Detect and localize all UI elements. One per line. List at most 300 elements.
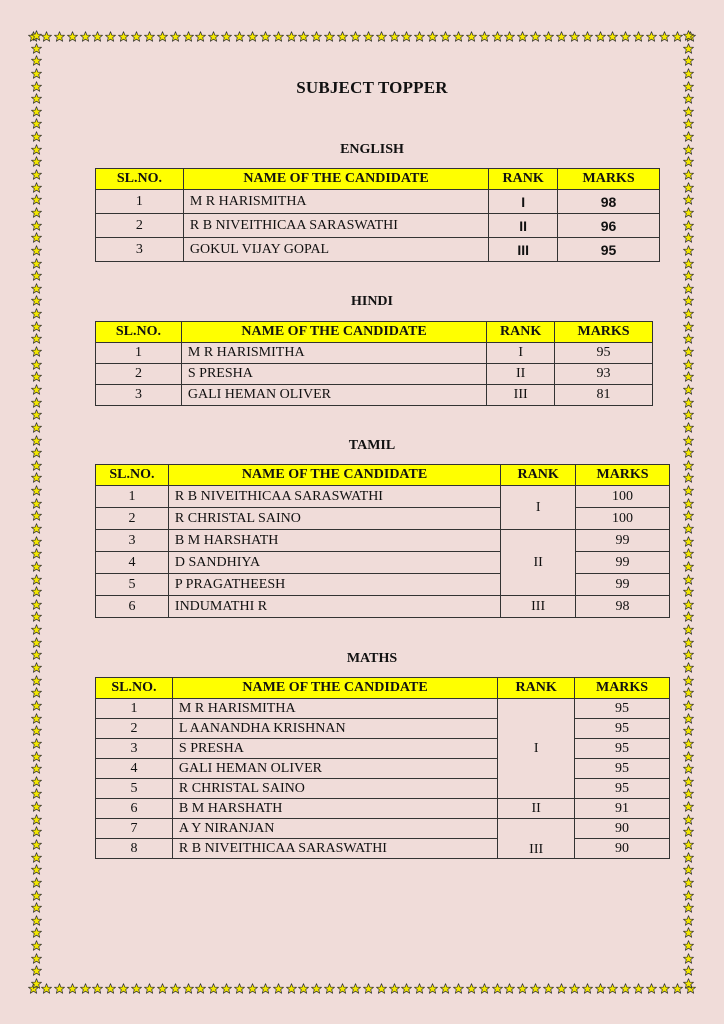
star-icon	[350, 31, 361, 42]
name-cell: S PRESHA	[181, 364, 486, 385]
star-icon	[31, 359, 42, 370]
star-icon	[479, 983, 490, 994]
col-header-marks: MARKS	[575, 678, 670, 699]
sl-cell: 4	[96, 552, 169, 574]
star-border-right	[681, 30, 695, 990]
star-icon	[31, 245, 42, 256]
star-icon	[247, 31, 258, 42]
name-cell: GALI HEMAN OLIVER	[181, 385, 486, 406]
sl-cell: 2	[96, 214, 184, 238]
star-icon	[683, 839, 694, 850]
col-header-marks: MARKS	[576, 465, 670, 486]
marks-cell: 95	[575, 719, 670, 739]
star-icon	[31, 409, 42, 420]
marks-cell: 100	[576, 486, 670, 508]
star-icon	[31, 927, 42, 938]
marks-cell: 95	[575, 759, 670, 779]
star-icon	[633, 31, 644, 42]
name-cell: INDUMATHI R	[168, 596, 500, 618]
star-icon	[607, 31, 618, 42]
star-icon	[453, 983, 464, 994]
star-icon	[31, 877, 42, 888]
star-icon	[105, 31, 116, 42]
marks-cell: 96	[558, 214, 660, 238]
star-icon	[31, 422, 42, 433]
star-icon	[298, 983, 309, 994]
rank-cell: III	[487, 385, 555, 406]
marks-cell: 98	[576, 596, 670, 618]
star-icon	[105, 983, 116, 994]
star-icon	[683, 321, 694, 332]
star-icon	[683, 965, 694, 976]
col-header-slno: SL.NO.	[96, 169, 184, 190]
star-icon	[683, 574, 694, 585]
star-icon	[31, 915, 42, 926]
star-icon	[221, 983, 232, 994]
table-row	[96, 574, 670, 596]
star-icon	[569, 983, 580, 994]
star-icon	[118, 31, 129, 42]
table-row	[96, 343, 653, 364]
star-icon	[324, 31, 335, 42]
table-row	[96, 779, 670, 799]
table-row	[96, 190, 660, 214]
star-icon	[31, 106, 42, 117]
star-icon	[683, 397, 694, 408]
name-cell: R CHRISTAL SAINO	[168, 508, 500, 530]
star-icon	[92, 983, 103, 994]
subject-heading-hindi: HINDI	[350, 294, 393, 309]
rank-cell: III	[501, 596, 576, 618]
star-icon	[67, 31, 78, 42]
star-icon	[683, 346, 694, 357]
table-row	[96, 699, 670, 719]
table-row	[96, 739, 670, 759]
table-row	[96, 238, 660, 262]
table-row	[96, 799, 670, 819]
rank-cell: II	[487, 364, 555, 385]
star-icon	[401, 983, 412, 994]
star-icon	[683, 788, 694, 799]
table-row	[96, 214, 660, 238]
col-header-marks: MARKS	[555, 322, 653, 343]
marks-cell: 99	[576, 574, 670, 596]
name-cell: A Y NIRANJAN	[172, 819, 497, 839]
star-icon	[31, 599, 42, 610]
star-icon	[683, 738, 694, 749]
marks-cell: 95	[558, 238, 660, 262]
star-icon	[683, 460, 694, 471]
star-icon	[31, 788, 42, 799]
star-icon	[683, 485, 694, 496]
col-header-rank: RANK	[501, 465, 576, 486]
star-icon	[683, 637, 694, 648]
star-icon	[683, 877, 694, 888]
star-icon	[683, 978, 694, 989]
marks-cell: 95	[575, 739, 670, 759]
star-icon	[620, 983, 631, 994]
star-icon	[234, 983, 245, 994]
marks-cell: 90	[575, 839, 670, 859]
star-icon	[31, 611, 42, 622]
table-row	[96, 364, 653, 385]
star-icon	[683, 826, 694, 837]
star-icon	[170, 31, 181, 42]
star-icon	[31, 384, 42, 395]
star-icon	[31, 498, 42, 509]
star-icon	[453, 31, 464, 42]
star-icon	[376, 31, 387, 42]
star-icon	[31, 763, 42, 774]
star-icon	[683, 422, 694, 433]
marks-cell: 95	[575, 699, 670, 719]
star-icon	[324, 983, 335, 994]
star-icon	[683, 776, 694, 787]
marks-cell: 99	[576, 552, 670, 574]
col-header-rank: RANK	[498, 678, 575, 699]
star-icon	[414, 31, 425, 42]
star-border-left	[29, 30, 43, 990]
marks-cell: 81	[555, 385, 653, 406]
subject-heading-tamil: TAMIL	[348, 438, 396, 453]
star-icon	[31, 953, 42, 964]
star-icon	[350, 983, 361, 994]
sl-cell: 4	[96, 759, 173, 779]
sl-cell: 1	[96, 343, 182, 364]
star-icon	[31, 270, 42, 281]
name-cell: D SANDHIYA	[168, 552, 500, 574]
star-icon	[659, 983, 670, 994]
star-icon	[646, 31, 657, 42]
star-icon	[543, 31, 554, 42]
star-icon	[683, 561, 694, 572]
subject-heading-english: ENGLISH	[340, 142, 404, 157]
star-icon	[530, 31, 541, 42]
star-icon	[195, 31, 206, 42]
star-icon	[683, 384, 694, 395]
star-icon	[683, 953, 694, 964]
sl-cell: 3	[96, 385, 182, 406]
name-cell: R B NIVEITHICAA SARASWATHI	[172, 839, 497, 859]
rank-cell: II	[489, 214, 558, 238]
star-icon	[683, 915, 694, 926]
star-icon	[31, 333, 42, 344]
star-icon	[683, 725, 694, 736]
star-icon	[683, 43, 694, 54]
star-icon	[221, 31, 232, 42]
sl-cell: 2	[96, 364, 182, 385]
star-icon	[31, 258, 42, 269]
star-icon	[683, 194, 694, 205]
star-icon	[286, 983, 297, 994]
star-icon	[492, 983, 503, 994]
star-icon	[31, 586, 42, 597]
star-icon	[31, 169, 42, 180]
col-header-name: NAME OF THE CANDIDATE	[181, 322, 486, 343]
sl-cell: 7	[96, 819, 173, 839]
col-header-slno: SL.NO.	[96, 322, 182, 343]
star-icon	[543, 983, 554, 994]
star-icon	[683, 902, 694, 913]
star-icon	[607, 983, 618, 994]
name-cell: P PRAGATHEESH	[168, 574, 500, 596]
sl-cell: 6	[96, 596, 169, 618]
rank-cell: I	[487, 343, 555, 364]
table-row	[96, 819, 670, 839]
star-icon	[118, 983, 129, 994]
star-icon	[683, 220, 694, 231]
star-icon	[683, 624, 694, 635]
star-icon	[683, 801, 694, 812]
star-icon	[683, 687, 694, 698]
star-icon	[466, 983, 477, 994]
rank-cell: I	[501, 486, 576, 530]
star-icon	[31, 940, 42, 951]
sl-cell: 2	[96, 508, 169, 530]
star-icon	[31, 321, 42, 332]
star-icon	[683, 207, 694, 218]
star-icon	[311, 31, 322, 42]
star-icon	[31, 548, 42, 559]
star-icon	[363, 31, 374, 42]
star-icon	[31, 30, 42, 41]
star-icon	[683, 536, 694, 547]
star-icon	[31, 194, 42, 205]
star-icon	[517, 31, 528, 42]
sl-cell: 2	[96, 719, 173, 739]
star-icon	[144, 31, 155, 42]
star-icon	[31, 978, 42, 989]
subject-heading-maths: MATHS	[346, 651, 398, 666]
star-icon	[556, 31, 567, 42]
star-icon	[683, 333, 694, 344]
star-icon	[31, 637, 42, 648]
star-icon	[260, 31, 271, 42]
star-icon	[54, 31, 65, 42]
rank-cell: I	[498, 699, 575, 799]
star-icon	[31, 510, 42, 521]
star-icon	[683, 751, 694, 762]
name-cell: GALI HEMAN OLIVER	[172, 759, 497, 779]
sl-cell: 3	[96, 739, 173, 759]
name-cell: R B NIVEITHICAA SARASWATHI	[168, 486, 500, 508]
star-icon	[31, 561, 42, 572]
star-icon	[273, 31, 284, 42]
star-icon	[427, 31, 438, 42]
star-icon	[683, 409, 694, 420]
rank-cell: II	[498, 799, 575, 819]
maths-table	[95, 677, 670, 859]
star-icon	[31, 131, 42, 142]
star-icon	[556, 983, 567, 994]
star-icon	[80, 983, 91, 994]
name-cell: M R HARISMITHA	[183, 190, 488, 214]
star-icon	[31, 902, 42, 913]
star-icon	[683, 232, 694, 243]
star-icon	[311, 983, 322, 994]
name-cell: B M HARSHATH	[168, 530, 500, 552]
star-icon	[298, 31, 309, 42]
star-icon	[363, 983, 374, 994]
star-icon	[31, 156, 42, 167]
star-icon	[67, 983, 78, 994]
sl-cell: 1	[96, 699, 173, 719]
sl-cell: 5	[96, 574, 169, 596]
star-icon	[376, 983, 387, 994]
col-header-name: NAME OF THE CANDIDATE	[168, 465, 500, 486]
star-icon	[31, 220, 42, 231]
star-icon	[31, 232, 42, 243]
star-icon	[31, 485, 42, 496]
star-icon	[683, 864, 694, 875]
star-icon	[683, 472, 694, 483]
star-icon	[620, 31, 631, 42]
star-icon	[582, 983, 593, 994]
marks-cell: 98	[558, 190, 660, 214]
star-icon	[183, 31, 194, 42]
star-icon	[683, 106, 694, 117]
star-icon	[683, 890, 694, 901]
star-icon	[54, 983, 65, 994]
star-icon	[273, 983, 284, 994]
star-icon	[683, 131, 694, 142]
star-icon	[31, 725, 42, 736]
name-cell: M R HARISMITHA	[172, 699, 497, 719]
star-icon	[414, 983, 425, 994]
star-icon	[683, 283, 694, 294]
star-icon	[31, 346, 42, 357]
star-icon	[683, 940, 694, 951]
name-cell: GOKUL VIJAY GOPAL	[183, 238, 488, 262]
star-icon	[683, 548, 694, 559]
name-cell: M R HARISMITHA	[181, 343, 486, 364]
star-icon	[683, 700, 694, 711]
table-row	[96, 759, 670, 779]
sl-cell: 5	[96, 779, 173, 799]
tamil-table	[95, 464, 670, 618]
name-cell: R B NIVEITHICAA SARASWATHI	[183, 214, 488, 238]
star-icon	[683, 611, 694, 622]
star-icon	[401, 31, 412, 42]
sl-cell: 3	[96, 238, 184, 262]
star-icon	[504, 983, 515, 994]
table-row	[96, 508, 670, 530]
star-icon	[92, 31, 103, 42]
star-icon	[31, 460, 42, 471]
marks-cell: 91	[575, 799, 670, 819]
star-icon	[504, 31, 515, 42]
star-icon	[683, 675, 694, 686]
star-icon	[286, 31, 297, 42]
star-border-bottom	[28, 981, 696, 995]
star-icon	[683, 713, 694, 724]
star-icon	[247, 983, 258, 994]
sl-cell: 1	[96, 190, 184, 214]
sl-cell: 3	[96, 530, 169, 552]
sl-cell: 8	[96, 839, 173, 859]
star-icon	[31, 182, 42, 193]
star-icon	[31, 371, 42, 382]
marks-cell: 90	[575, 819, 670, 839]
col-header-slno: SL.NO.	[96, 678, 173, 699]
star-icon	[31, 55, 42, 66]
star-icon	[683, 852, 694, 863]
sl-cell: 1	[96, 486, 169, 508]
star-icon	[683, 118, 694, 129]
star-icon	[530, 983, 541, 994]
star-icon	[440, 31, 451, 42]
rank-cell: III	[498, 819, 575, 859]
star-icon	[517, 983, 528, 994]
star-icon	[683, 814, 694, 825]
star-icon	[31, 118, 42, 129]
table-row	[96, 552, 670, 574]
table-row	[96, 719, 670, 739]
star-icon	[31, 397, 42, 408]
page-title: SUBJECT TOPPER	[296, 78, 448, 97]
star-icon	[440, 983, 451, 994]
star-icon	[683, 586, 694, 597]
star-icon	[31, 283, 42, 294]
star-icon	[31, 864, 42, 875]
name-cell: L AANANDHA KRISHNAN	[172, 719, 497, 739]
star-icon	[683, 156, 694, 167]
star-icon	[31, 574, 42, 585]
star-icon	[337, 31, 348, 42]
col-header-name: NAME OF THE CANDIDATE	[172, 678, 497, 699]
star-icon	[683, 927, 694, 938]
star-icon	[683, 169, 694, 180]
star-icon	[208, 31, 219, 42]
star-icon	[31, 826, 42, 837]
star-icon	[389, 983, 400, 994]
star-icon	[389, 31, 400, 42]
star-icon	[31, 839, 42, 850]
hindi-table	[95, 321, 653, 406]
star-icon	[683, 498, 694, 509]
star-icon	[633, 983, 644, 994]
star-icon	[31, 852, 42, 863]
star-icon	[31, 738, 42, 749]
table-row	[96, 486, 670, 508]
col-header-rank: RANK	[487, 322, 555, 343]
star-icon	[492, 31, 503, 42]
star-icon	[683, 523, 694, 534]
name-cell: R CHRISTAL SAINO	[172, 779, 497, 799]
marks-cell: 99	[576, 530, 670, 552]
star-icon	[582, 31, 593, 42]
name-cell: S PRESHA	[172, 739, 497, 759]
star-icon	[683, 30, 694, 41]
star-icon	[234, 31, 245, 42]
star-icon	[31, 751, 42, 762]
table-row	[96, 839, 670, 859]
star-icon	[659, 31, 670, 42]
marks-cell: 100	[576, 508, 670, 530]
star-icon	[683, 270, 694, 281]
col-header-marks: MARKS	[558, 169, 660, 190]
star-icon	[683, 258, 694, 269]
star-icon	[683, 599, 694, 610]
col-header-rank: RANK	[489, 169, 558, 190]
star-icon	[208, 983, 219, 994]
star-icon	[466, 31, 477, 42]
star-icon	[170, 983, 181, 994]
star-icon	[80, 31, 91, 42]
star-icon	[595, 983, 606, 994]
star-icon	[31, 700, 42, 711]
star-icon	[31, 624, 42, 635]
